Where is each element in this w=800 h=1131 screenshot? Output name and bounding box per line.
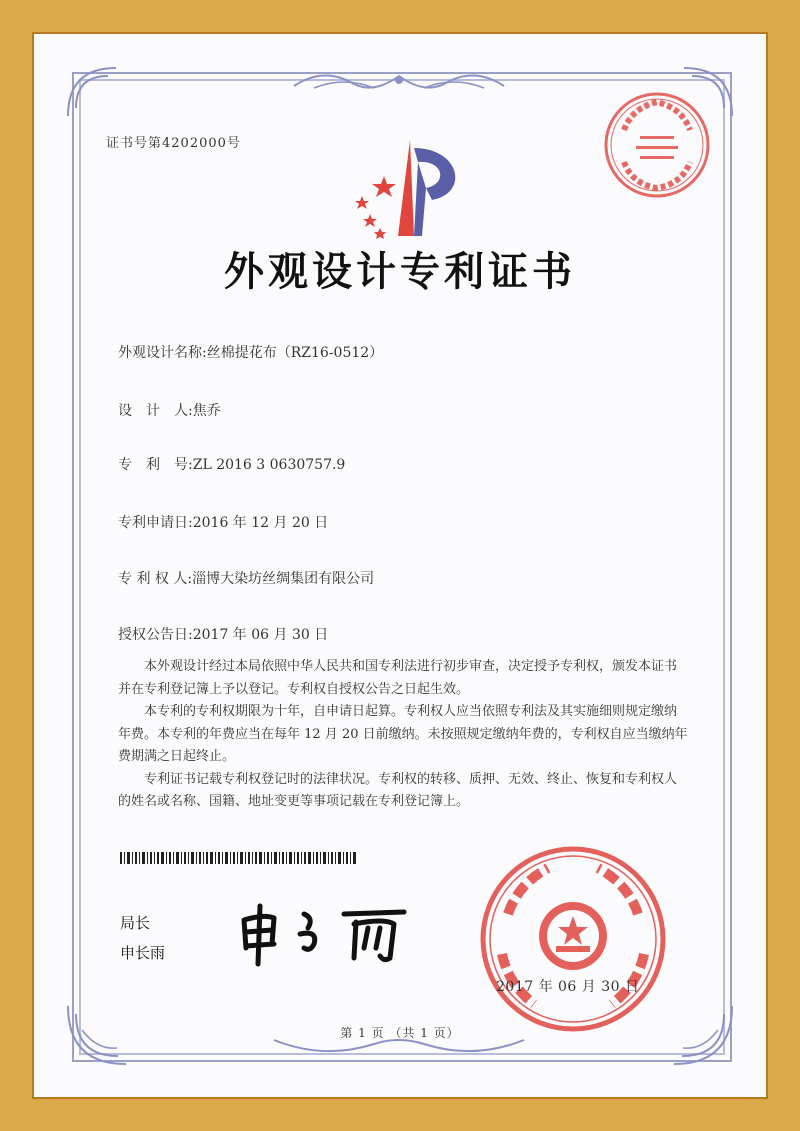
field-label: 授权公告日:: [118, 627, 193, 643]
field-value: 2017 年 06 月 30 日: [192, 627, 329, 643]
field-patent-number: [118, 454, 345, 474]
seal-date: 2017 年 06 月 30 日: [496, 979, 640, 995]
body-paragraph: 专利证书记载专利权登记时的法律状况。专利权的转移、质押、无效、终止、恢复和专利权人的姓名或名称、国籍、地址变更等事项记载在专利登记簿上。: [118, 771, 678, 809]
field-design-name: [118, 342, 383, 362]
certificate-title: 外观设计专利证书: [224, 248, 576, 295]
body-paragraph: 本专利的专利权期限为十年，自申请日起算。专利权人应当依照专利法及其实施细则规定缴纳年费。本专利的年费应当在每年 12 月 20 日前缴纳。未按照规定缴纳年费的，专利权自应当缴纳年费期满之日起终止。: [118, 704, 688, 764]
field-patentee: [118, 568, 374, 588]
director-name: 申长雨: [120, 944, 166, 962]
certificate-number: [106, 132, 241, 151]
field-application-date: [118, 512, 328, 532]
field-value: 丝棉提花布（RZ16-0512）: [206, 345, 384, 361]
field-designer: [118, 400, 221, 420]
field-value: 焦乔: [192, 403, 221, 419]
field-grant-date: [118, 624, 328, 644]
body-paragraph: 本外观设计经过本局依照中华人民共和国专利法进行初步审查，决定授予专利权，颁发本证书并在专利登记簿上予以登记。专利权自授权公告之日起生效。: [118, 659, 678, 697]
certificate-number-value: 4202000: [162, 136, 227, 151]
field-value: ZL 2016 3 0630757.9: [192, 457, 346, 473]
patent-office-logo-icon: [340, 138, 470, 248]
page-number: 第 1 页 （共 1 页）: [340, 1026, 460, 1040]
certificate-number-label: 证书号第: [106, 136, 163, 151]
director-title: 局长: [120, 914, 151, 932]
field-label: 设 计 人:: [118, 403, 193, 419]
signature-icon: [234, 898, 424, 968]
agency-seal-icon: [602, 90, 712, 200]
barcode-icon: [120, 852, 356, 864]
corner-ornament-icon: [62, 62, 122, 122]
national-seal-icon: [478, 844, 668, 1034]
certificate-paper: [34, 34, 766, 1097]
top-ornament-icon: [284, 66, 514, 96]
certificate-number-suffix: 号: [226, 136, 241, 151]
field-value: 淄博大染坊丝绸集团有限公司: [192, 571, 375, 587]
field-label: 外观设计名称:: [118, 345, 207, 361]
field-value: 2016 年 12 月 20 日: [192, 515, 329, 531]
certificate-body: [118, 656, 688, 814]
field-label: 专 利 号:: [118, 457, 193, 473]
field-label: 专 利 权 人:: [118, 571, 193, 587]
field-label: 专利申请日:: [118, 515, 193, 531]
